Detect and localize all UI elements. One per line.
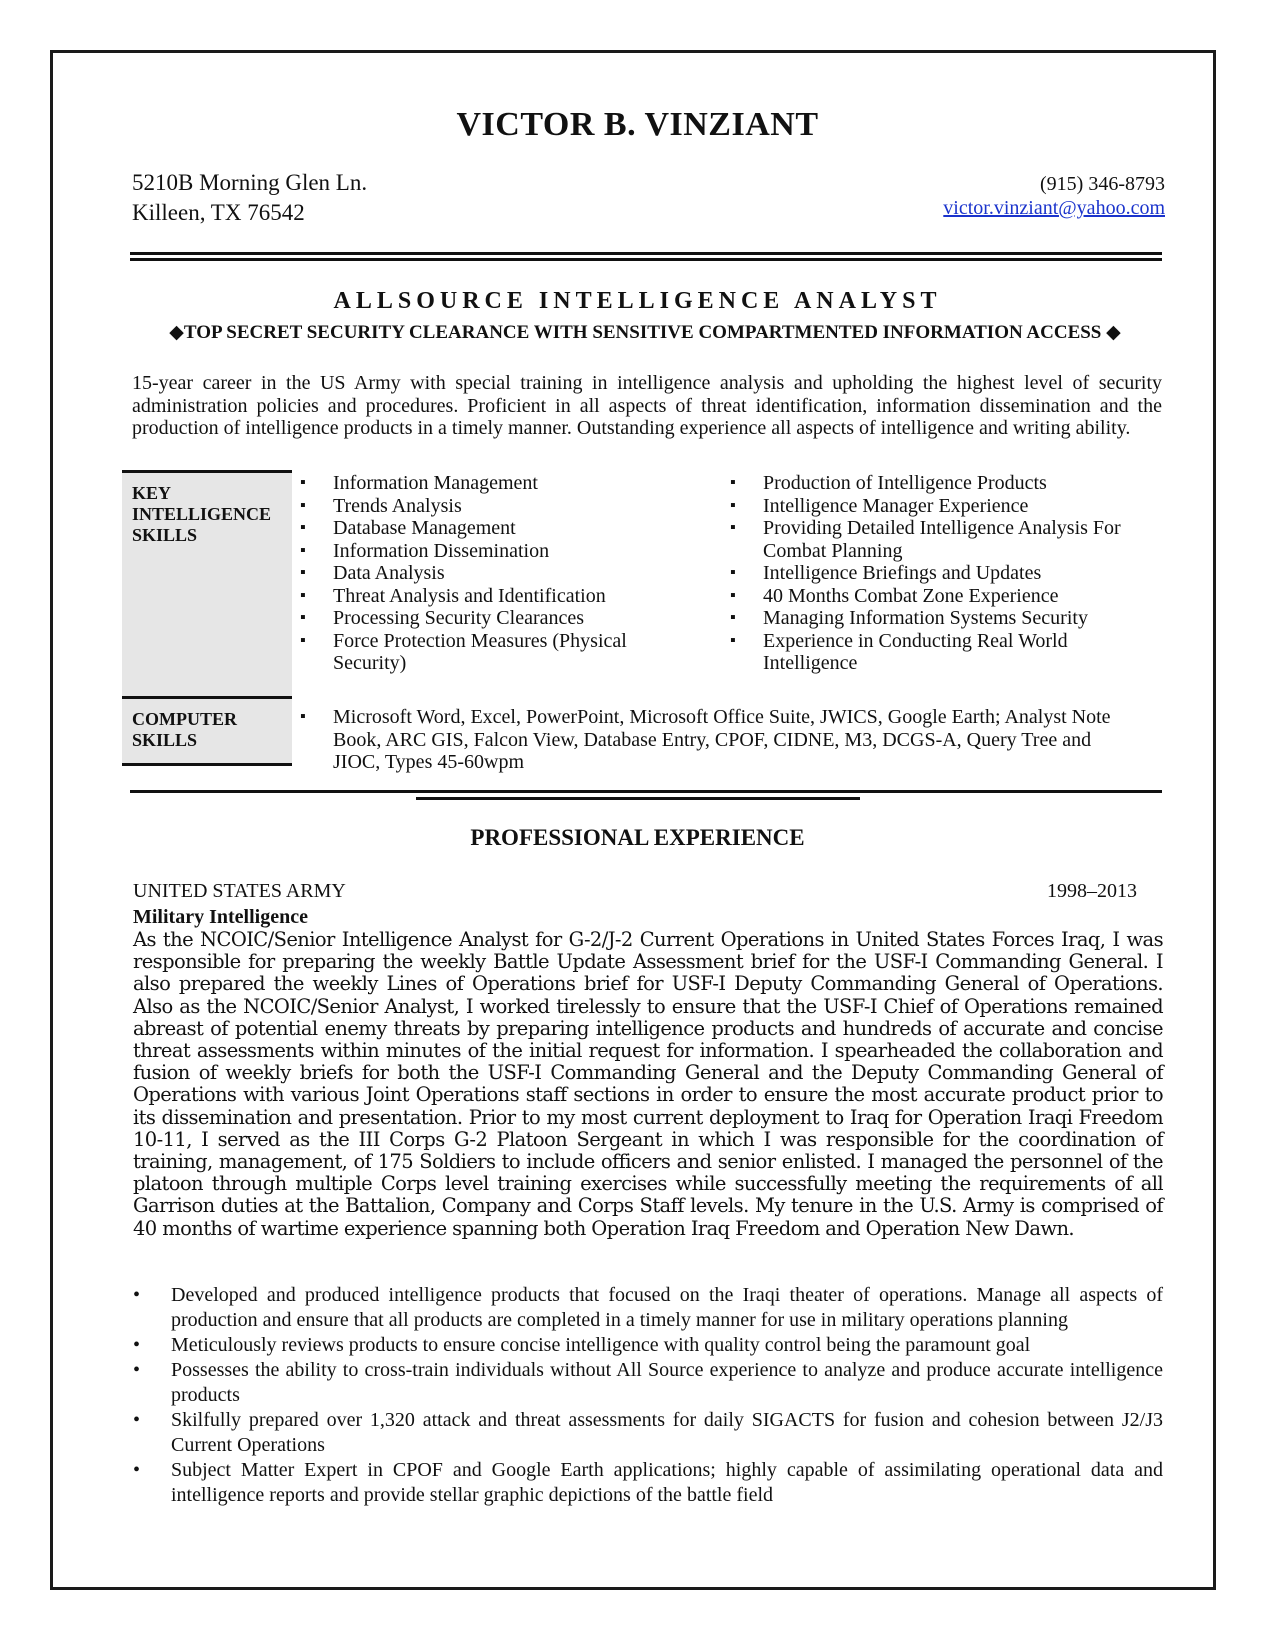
- skill-item: ▪ Managing Information Systems Security: [730, 607, 1150, 630]
- skill-item: ▪ Intelligence Briefings and Updates: [730, 562, 1150, 585]
- computer-skills-list: ▪ Microsoft Word, Excel, PowerPoint, Microsoft Office Suite, JWICS, Google Earth; Analyst Note Book, ARC GIS, Falcon View, Database Entry, CPOF, CIDNE, M3, DCGS-A, Query Tree and JIOC, Types 45-60wpm: [300, 706, 1140, 774]
- computer-skills-label: COMPUTER SKILLS: [132, 709, 237, 750]
- skill-item: ▪ Threat Analysis and Identification: [300, 585, 690, 608]
- address-block: [132, 168, 367, 228]
- skill-item: ▪ Trends Analysis: [300, 495, 690, 518]
- employment-dates: 1998–2013: [1047, 880, 1137, 902]
- achievements-list: [133, 1283, 1163, 1508]
- address-line-2: Killeen, TX 76542: [132, 200, 305, 225]
- skill-item: ▪ 40 Months Combat Zone Experience: [730, 585, 1150, 608]
- candidate-name: VICTOR B. VINZIANT: [456, 106, 819, 143]
- section-divider-short: [416, 797, 860, 800]
- skill-item: ▪ Database Management: [300, 517, 690, 540]
- contact-block: [943, 172, 1165, 220]
- achievement-item: • Possesses the ability to cross-train individuals without All Source experience to analyze and produce accurate intelligence products: [133, 1358, 1163, 1408]
- email-link[interactable]: victor.vinziant@yahoo.com: [943, 197, 1165, 219]
- skill-item: ▪ Data Analysis: [300, 562, 690, 585]
- phone-number: (915) 346-8793: [1040, 173, 1165, 195]
- skill-item: ▪ Intelligence Manager Experience: [730, 495, 1150, 518]
- skill-item: ▪ Force Protection Measures (Physical Security): [300, 630, 690, 675]
- computer-skills-label-box: [122, 696, 292, 766]
- experience-narrative: As the NCOIC/Senior Intelligence Analyst for G-2/J-2 Current Operations in United States Forces Iraq, I was responsible for preparing the weekly Battle Update Assessment brief for the USF-I Commanding General. I also prepared the weekly Lines of Operations brief for USF-I Deputy Commanding General of Operations. Also as the NCOIC/Senior Analyst, I worked tirelessly to ensure that the USF-I Chief of Operations remained abreast of potential enemy threats by preparing intelligence products and hundreds of accurate and concise threat assessments within minutes of the initial request for information. I spearheaded the collaboration and fusion of weekly briefs for both the USF-I Commanding General and the Deputy Commanding General of Operations with various Joint Operations staff sections in order to ensure the most accurate product prior to its dissemination and presentation. Prior to my most current deployment to Iraq for Operation Iraqi Freedom 10-11, I served as the III Corps G-2 Platoon Sergeant in which I was responsible for the coordination of training, management, of 175 Soldiers to include officers and senior enlisted. I managed the personnel of the platoon through multiple Corps level training exercises while successfully meeting the requirements of all Garrison duties at the Battalion, Company and Corps Staff levels. My tenure in the U.S. Army is comprised of 40 months of wartime experience spanning both Operation Iraq Freedom and Operation New Dawn.: [133, 928, 1163, 1240]
- section-title-experience: PROFESSIONAL EXPERIENCE: [470, 825, 805, 850]
- address-line-1: 5210B Morning Glen Ln.: [132, 170, 368, 195]
- key-skills-list-left: [300, 472, 690, 675]
- achievement-item: • Subject Matter Expert in CPOF and Google Earth applications; highly capable of assimilating operational data and intelligence reports and provide stellar graphic depictions of the battle field: [133, 1458, 1163, 1508]
- key-skills-label-box: [122, 470, 292, 702]
- achievement-item: • Meticulously reviews products to ensure concise intelligence with quality control being the paramount goal: [133, 1333, 1163, 1358]
- skill-item: ▪ Production of Intelligence Products: [730, 472, 1150, 495]
- header-divider-top: [130, 252, 1162, 255]
- section-divider: [130, 790, 1162, 793]
- skill-item: ▪ Experience in Conducting Real World Intelligence: [730, 630, 1150, 675]
- department-title: Military Intelligence: [133, 906, 308, 928]
- achievement-item: • Skilfully prepared over 1,320 attack and threat assessments for daily SIGACTS for fusion and cohesion between J2/J3 Current Operations: [133, 1408, 1163, 1458]
- skill-item: ▪ Information Dissemination: [300, 540, 690, 563]
- professional-headline: ALLSOURCE INTELLIGENCE ANALYST: [333, 288, 942, 314]
- key-skills-label: KEY INTELLIGENCE SKILLS: [132, 483, 272, 545]
- skill-item: ▪ Providing Detailed Intelligence Analysis For Combat Planning: [730, 517, 1150, 562]
- skill-item: ▪ Processing Security Clearances: [300, 607, 690, 630]
- header-divider-bottom: [130, 258, 1162, 261]
- key-skills-list-right: [730, 472, 1150, 675]
- skill-item: ▪ Information Management: [300, 472, 690, 495]
- achievement-item: • Developed and produced intelligence products that focused on the Iraqi theater of operations. Manage all aspects of production and ensure that all products are completed in a timely manner for use in military operations planning: [133, 1283, 1163, 1333]
- clearance-statement: ◆TOP SECRET SECURITY CLEARANCE WITH SENSITIVE COMPARTMENTED INFORMATION ACCESS ◆: [169, 322, 1121, 343]
- employer-name: UNITED STATES ARMY: [133, 880, 346, 902]
- profile-summary: 15-year career in the US Army with special training in intelligence analysis and upholding the highest level of security administration policies and procedures. Proficient in all aspects of threat identification, information dissemination and the production of intelligence products in a timely manner. Outstanding experience all aspects of intelligence and writing ability.: [132, 372, 1162, 439]
